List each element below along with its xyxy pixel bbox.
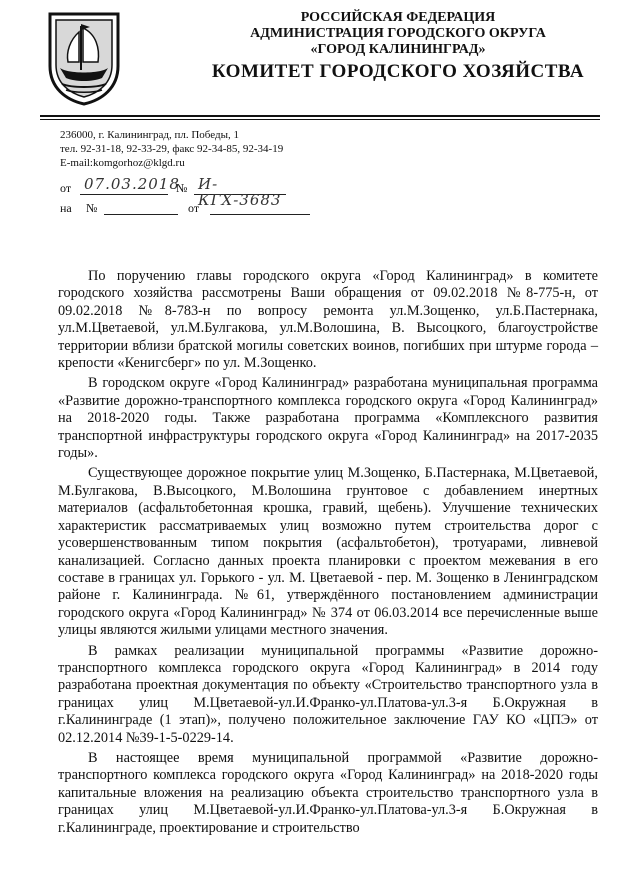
outgoing-number-handwritten: И-КГХ-3683	[198, 175, 282, 209]
outgoing-number-label: №	[176, 181, 188, 195]
outgoing-date-handwritten: 07.03.2018	[84, 175, 180, 193]
incoming-number-underline	[104, 200, 178, 215]
header-city: «ГОРОД КАЛИНИНГРАД»	[310, 42, 486, 57]
address-street: 236000, г. Калининград, пл. Победы, 1	[60, 129, 239, 141]
body-paragraph-4: В рамках реализации муниципальной программы «Развитие дорожно-транспортного комплекса городского округа «Город Калининград» в 2014 году разработана проектная документация по объекту «Строительство транспортного узла в границах улиц М.Цветаевой-ул.И.Франко-ул.Платова-ул.3-я Б.Окружная в г.Калининграде (1 этап)», получено положительное заключение ГАУ КО «ЦПЭ» от 02.12.2014 №39-1-5-0229-14.	[58, 642, 598, 746]
incoming-on-label: на	[60, 201, 72, 215]
header-administration: АДМИНИСТРАЦИЯ ГОРОДСКОГО ОКРУГА	[250, 26, 546, 41]
outgoing-date-label: от	[60, 181, 72, 195]
body-paragraph-2: В городском округе «Город Калининград» разработана муниципальная программа «Развитие дорожно-транспортного комплекса городского округа «Город Калининград» на 2018-2020 годы. Также разработана программа «Комплексного развития транспортной инфраструктуры городского округа «Город Калининград» на 2017-2035 годы».	[58, 375, 598, 462]
address-phones: тел. 92-31-18, 92-33-29, факс 92-34-85, 92-34-19	[60, 143, 284, 155]
header-country: РОССИЙСКАЯ ФЕДЕРАЦИЯ	[300, 10, 496, 25]
header-divider-thin	[40, 119, 600, 120]
header-divider	[40, 115, 600, 117]
incoming-date-underline	[210, 200, 310, 215]
kaliningrad-coat-of-arms-icon	[44, 8, 124, 106]
body-paragraph-5: В настоящее время муниципальной программой «Развитие дорожно-транспортного комплекса городского округа «Город Калининград» на 2018-2020 годы капитальные вложения на реализацию объекта строительство транспортного узла в границах улиц М.Цветаевой-ул.И.Франко-ул.Платова-ул.3-я Б.Окружная в г.Калининграде, проектирование и строительство	[58, 749, 598, 836]
body-paragraph-1: По поручению главы городского округа «Город Калининград» в комитете городского хозяйства рассмотрены Ваши обращения от 09.02.2018 №8-775-н, от 09.02.2018 №8-783-н по вопросу ремонта ул.М.Зощенко, ул.Б.Пастернака, ул.М.Цветаевой, ул.М.Булгакова, ул.М.Волошина, В. Высоцкого, благоустройстве территории вблизи братской могилы советских воинов, погибших при штурме города – крепости «Кенигсберг» по ул. М.Зощенко.	[58, 268, 598, 372]
body-paragraph-3: Существующее дорожное покрытие улиц М.Зощенко, Б.Пастернака, М.Цветаевой, М.Булгакова, В.Высоцкого, М.Волошина грунтовое с добавлением инертных материалов (асфальтобетонная крошка, гравий, щебень). Улучшение технических характеристик рассматриваемых улиц возможно путем строительства дорог с усовершенствованным типом покрытия (асфальтобетон), тротуарами, ливневой канализацией. Согласно данных проекта планировки с проектом межевания в его составе в границах ул. Горького - ул. М. Цветаевой - пер. М. Зощенко в Ленинградском районе г. Калининграда. №61, утверждённого постановлением администрации городского округа «Город Калининград» № 374 от 06.03.2014 все перечисленные выше улицы являются жилыми улицами местного значения.	[58, 465, 598, 639]
address-email: E-mail:komgorhoz@klgd.ru	[60, 157, 185, 169]
incoming-number-label: №	[86, 201, 98, 215]
header-committee: КОМИТЕТ ГОРОДСКОГО ХОЗЯЙСТВА	[211, 61, 585, 82]
incoming-date-label: от	[188, 201, 200, 215]
letter-body	[58, 268, 598, 840]
